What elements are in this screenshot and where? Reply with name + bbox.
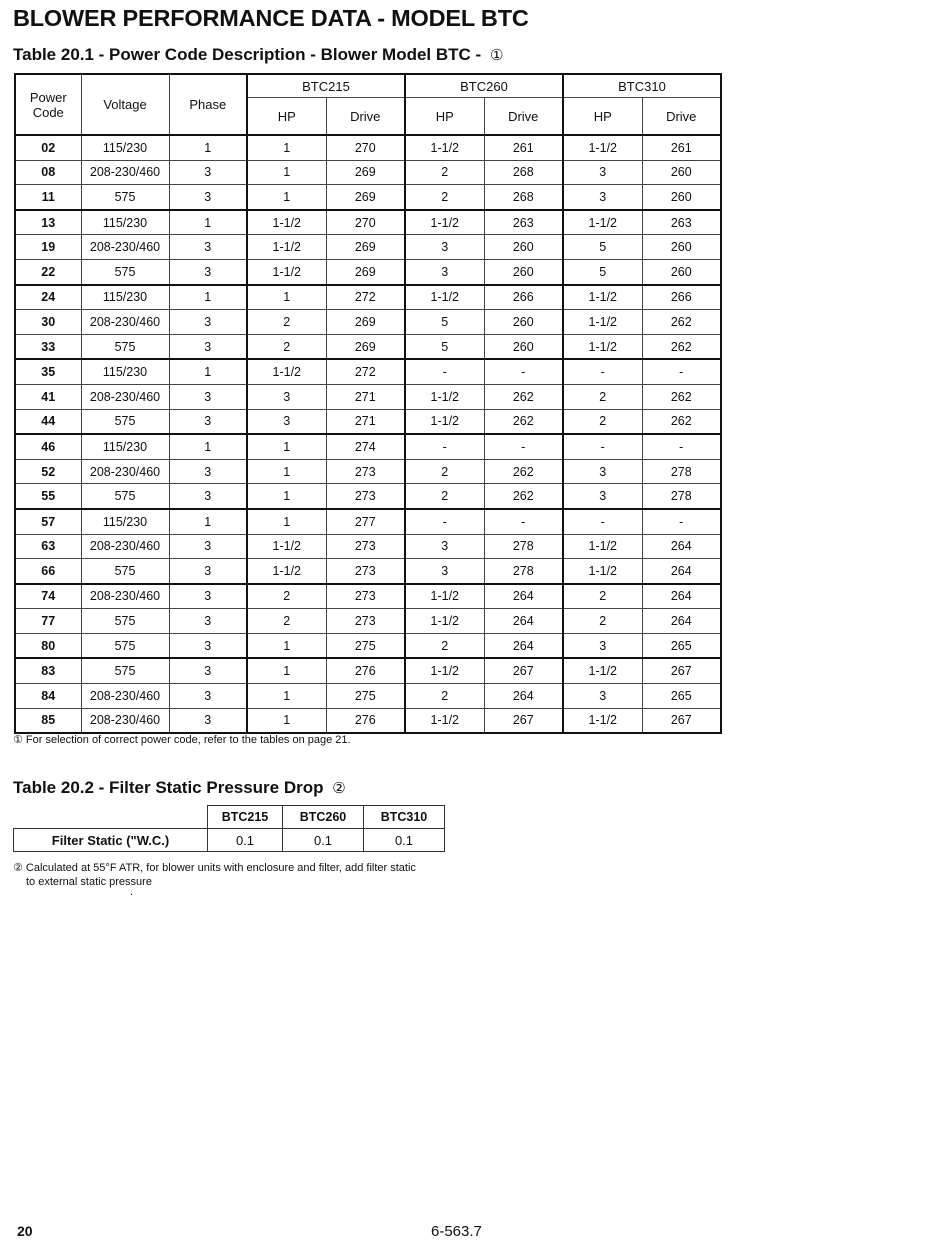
power-code-cell: 83 bbox=[15, 658, 81, 683]
table-cell: 5 bbox=[405, 310, 484, 335]
table-cell: 260 bbox=[484, 259, 563, 284]
table-cell: 264 bbox=[484, 609, 563, 634]
table-cell: - bbox=[563, 434, 642, 459]
power-code-cell: 46 bbox=[15, 434, 81, 459]
table-cell: 262 bbox=[484, 409, 563, 434]
power-code-cell: 74 bbox=[15, 584, 81, 609]
table-cell: - bbox=[642, 359, 721, 384]
table-cell: 273 bbox=[326, 609, 405, 634]
table-cell: 3 bbox=[169, 409, 247, 434]
table-cell: 276 bbox=[326, 708, 405, 733]
table-row bbox=[15, 310, 721, 335]
table-cell: 575 bbox=[81, 185, 169, 210]
table-cell: 264 bbox=[484, 633, 563, 658]
table-cell: 3 bbox=[563, 185, 642, 210]
table-row bbox=[15, 684, 721, 709]
table-row bbox=[15, 160, 721, 185]
header-model-btc310: BTC310 bbox=[563, 74, 721, 98]
table-cell: 260 bbox=[642, 259, 721, 284]
table-cell: 1 bbox=[247, 434, 326, 459]
header-voltage: Voltage bbox=[81, 74, 169, 135]
table-cell: 115/230 bbox=[81, 285, 169, 310]
table-cell: 273 bbox=[326, 459, 405, 484]
table-cell: 262 bbox=[642, 409, 721, 434]
table-cell: 1 bbox=[247, 160, 326, 185]
power-code-cell: 11 bbox=[15, 185, 81, 210]
table-cell: 1-1/2 bbox=[405, 584, 484, 609]
table-cell: - bbox=[405, 509, 484, 534]
table-cell: 1 bbox=[169, 210, 247, 235]
page-number: 20 bbox=[17, 1223, 33, 1239]
table-cell: 1 bbox=[247, 135, 326, 160]
filter-static-label: Filter Static ("W.C.) bbox=[14, 829, 208, 852]
table-cell: 1-1/2 bbox=[405, 609, 484, 634]
table-cell: 2 bbox=[563, 609, 642, 634]
table-cell: 0.1 bbox=[364, 829, 445, 852]
table-row bbox=[15, 334, 721, 359]
table-cell: 3 bbox=[405, 559, 484, 584]
table-cell: - bbox=[563, 509, 642, 534]
table-cell: 3 bbox=[169, 259, 247, 284]
table-cell: 264 bbox=[484, 684, 563, 709]
table-cell: 3 bbox=[169, 310, 247, 335]
stray-dot: . bbox=[130, 886, 134, 898]
table-cell: 1 bbox=[247, 684, 326, 709]
table-cell: 1 bbox=[169, 434, 247, 459]
table-cell: 3 bbox=[169, 584, 247, 609]
power-code-cell: 52 bbox=[15, 459, 81, 484]
table-cell: 208-230/460 bbox=[81, 310, 169, 335]
table-row bbox=[15, 484, 721, 509]
table-cell: 115/230 bbox=[81, 359, 169, 384]
table-row bbox=[15, 534, 721, 559]
table-row bbox=[14, 829, 445, 852]
table-cell: 1-1/2 bbox=[247, 359, 326, 384]
table-cell: 2 bbox=[405, 160, 484, 185]
table-cell: 260 bbox=[642, 185, 721, 210]
header-drive: Drive bbox=[326, 98, 405, 136]
power-code-table bbox=[14, 73, 722, 734]
table-cell: 271 bbox=[326, 384, 405, 409]
table-cell: 3 bbox=[563, 633, 642, 658]
table-cell: 273 bbox=[326, 534, 405, 559]
footnote-mark-2: ② bbox=[332, 780, 346, 797]
table-cell: 278 bbox=[484, 559, 563, 584]
table-row bbox=[15, 609, 721, 634]
table-cell: 5 bbox=[405, 334, 484, 359]
footnote-1: ① For selection of correct power code, refer to the tables on page 21. bbox=[13, 734, 351, 746]
table-cell: 1 bbox=[169, 135, 247, 160]
table-cell: 1-1/2 bbox=[563, 210, 642, 235]
table-cell: 3 bbox=[169, 658, 247, 683]
table-cell: 1-1/2 bbox=[247, 559, 326, 584]
table-cell: 2 bbox=[247, 584, 326, 609]
table-cell: 1 bbox=[247, 185, 326, 210]
table-cell: 1-1/2 bbox=[405, 658, 484, 683]
table-cell: 575 bbox=[81, 334, 169, 359]
table-cell: 575 bbox=[81, 559, 169, 584]
table-cell: 3 bbox=[563, 160, 642, 185]
table-cell: - bbox=[484, 359, 563, 384]
table-cell: - bbox=[484, 509, 563, 534]
table-cell: - bbox=[563, 359, 642, 384]
table-cell: 115/230 bbox=[81, 135, 169, 160]
table-cell: 264 bbox=[642, 559, 721, 584]
table-cell: 208-230/460 bbox=[81, 459, 169, 484]
table-cell: 264 bbox=[642, 584, 721, 609]
table-cell: 264 bbox=[642, 534, 721, 559]
table-cell: 2 bbox=[405, 459, 484, 484]
table-cell: 273 bbox=[326, 484, 405, 509]
table-cell: 265 bbox=[642, 684, 721, 709]
table-cell: 1-1/2 bbox=[405, 708, 484, 733]
table-row bbox=[15, 235, 721, 260]
table-cell: 1-1/2 bbox=[405, 285, 484, 310]
power-code-cell: 33 bbox=[15, 334, 81, 359]
power-code-cell: 19 bbox=[15, 235, 81, 260]
table-cell: 3 bbox=[169, 160, 247, 185]
table-cell: 1-1/2 bbox=[247, 210, 326, 235]
table-cell: 208-230/460 bbox=[81, 708, 169, 733]
table-cell: 269 bbox=[326, 160, 405, 185]
table-cell: 275 bbox=[326, 684, 405, 709]
table-cell: 3 bbox=[169, 684, 247, 709]
header-hp: HP bbox=[247, 98, 326, 136]
table-cell: 1-1/2 bbox=[247, 534, 326, 559]
table-cell: 262 bbox=[642, 310, 721, 335]
table-cell: 575 bbox=[81, 259, 169, 284]
table-cell: 269 bbox=[326, 334, 405, 359]
table-cell: 1-1/2 bbox=[563, 135, 642, 160]
table-cell: 1-1/2 bbox=[563, 310, 642, 335]
table-cell: 2 bbox=[247, 310, 326, 335]
power-code-cell: 66 bbox=[15, 559, 81, 584]
document-number: 6-563.7 bbox=[431, 1223, 482, 1240]
power-code-cell: 13 bbox=[15, 210, 81, 235]
power-code-cell: 30 bbox=[15, 310, 81, 335]
table-cell: 208-230/460 bbox=[81, 384, 169, 409]
table-row bbox=[15, 259, 721, 284]
table-cell: 264 bbox=[484, 584, 563, 609]
table-cell: 2 bbox=[405, 484, 484, 509]
table-cell: 260 bbox=[642, 235, 721, 260]
table-cell: - bbox=[484, 434, 563, 459]
table-cell: 275 bbox=[326, 633, 405, 658]
header-power-code: Power Code bbox=[15, 74, 81, 135]
table-row bbox=[15, 185, 721, 210]
table-row bbox=[15, 409, 721, 434]
table-cell: 0.1 bbox=[208, 829, 283, 852]
table-cell: 272 bbox=[326, 285, 405, 310]
table-cell: 3 bbox=[169, 384, 247, 409]
power-code-cell: 41 bbox=[15, 384, 81, 409]
footnote-2-line-2: to external static pressure bbox=[26, 876, 152, 888]
table-cell: 1 bbox=[169, 359, 247, 384]
table-cell: 208-230/460 bbox=[81, 584, 169, 609]
table-cell: - bbox=[405, 359, 484, 384]
table-cell: 1-1/2 bbox=[405, 409, 484, 434]
header-model-btc260: BTC260 bbox=[283, 806, 364, 829]
power-code-cell: 02 bbox=[15, 135, 81, 160]
power-code-cell: 08 bbox=[15, 160, 81, 185]
table-cell: 1 bbox=[247, 285, 326, 310]
footnote-mark-1: ① bbox=[489, 47, 504, 64]
table-row bbox=[15, 633, 721, 658]
table-cell: 262 bbox=[484, 459, 563, 484]
table-cell: 1 bbox=[169, 509, 247, 534]
table-cell: 3 bbox=[169, 534, 247, 559]
footnote-2-line-1: ② Calculated at 55°F ATR, for blower units with enclosure and filter, add filter static bbox=[13, 862, 416, 874]
power-code-cell: 35 bbox=[15, 359, 81, 384]
header-drive: Drive bbox=[642, 98, 721, 136]
table-cell: 115/230 bbox=[81, 434, 169, 459]
table-cell: 1-1/2 bbox=[405, 210, 484, 235]
table-row bbox=[15, 135, 721, 160]
table-cell: 268 bbox=[484, 185, 563, 210]
table-cell: 2 bbox=[247, 609, 326, 634]
header-hp: HP bbox=[405, 98, 484, 136]
table-cell: 1-1/2 bbox=[563, 708, 642, 733]
table-row bbox=[15, 459, 721, 484]
table-row bbox=[15, 708, 721, 733]
table-cell: 5 bbox=[563, 259, 642, 284]
power-code-table-body bbox=[15, 135, 721, 733]
power-code-cell: 80 bbox=[15, 633, 81, 658]
table-cell: 2 bbox=[563, 584, 642, 609]
table-cell: 208-230/460 bbox=[81, 684, 169, 709]
table-row bbox=[15, 434, 721, 459]
table-cell: 3 bbox=[563, 459, 642, 484]
table-cell: 3 bbox=[405, 259, 484, 284]
table-cell: 3 bbox=[247, 409, 326, 434]
table-cell: 276 bbox=[326, 658, 405, 683]
table-cell: 3 bbox=[169, 559, 247, 584]
table-cell: 274 bbox=[326, 434, 405, 459]
table-cell: 1-1/2 bbox=[563, 285, 642, 310]
table-cell: 1-1/2 bbox=[405, 135, 484, 160]
power-code-table-header bbox=[15, 74, 721, 135]
power-code-cell: 22 bbox=[15, 259, 81, 284]
table-cell: 277 bbox=[326, 509, 405, 534]
table-cell: 260 bbox=[484, 235, 563, 260]
table-cell: 3 bbox=[169, 633, 247, 658]
table-cell: 265 bbox=[642, 633, 721, 658]
table-cell: 575 bbox=[81, 633, 169, 658]
header-drive: Drive bbox=[484, 98, 563, 136]
power-code-cell: 85 bbox=[15, 708, 81, 733]
table-20-2-caption bbox=[13, 778, 346, 798]
table-20-2-caption-text: Table 20.2 - Filter Static Pressure Drop bbox=[13, 778, 324, 797]
power-code-cell: 24 bbox=[15, 285, 81, 310]
table-cell: 273 bbox=[326, 559, 405, 584]
table-cell: 262 bbox=[642, 334, 721, 359]
header-phase: Phase bbox=[169, 74, 247, 135]
table-cell: 208-230/460 bbox=[81, 534, 169, 559]
table-cell: 267 bbox=[484, 708, 563, 733]
table-cell: - bbox=[642, 509, 721, 534]
table-cell: 3 bbox=[169, 334, 247, 359]
table-cell: 3 bbox=[563, 684, 642, 709]
table-row bbox=[15, 509, 721, 534]
table-cell: 575 bbox=[81, 484, 169, 509]
table-cell: 267 bbox=[642, 708, 721, 733]
table-cell: 1 bbox=[247, 484, 326, 509]
table-row bbox=[15, 359, 721, 384]
table-cell: 260 bbox=[642, 160, 721, 185]
table-cell: 269 bbox=[326, 310, 405, 335]
table-cell: 263 bbox=[484, 210, 563, 235]
table-cell: 115/230 bbox=[81, 509, 169, 534]
table-row bbox=[15, 285, 721, 310]
table-cell: 1 bbox=[247, 633, 326, 658]
table-cell: 270 bbox=[326, 210, 405, 235]
table-cell: 264 bbox=[642, 609, 721, 634]
table-cell: 1 bbox=[247, 708, 326, 733]
power-code-cell: 63 bbox=[15, 534, 81, 559]
table-cell: 262 bbox=[642, 384, 721, 409]
table-cell: 1-1/2 bbox=[563, 334, 642, 359]
header-hp: HP bbox=[563, 98, 642, 136]
page-title: BLOWER PERFORMANCE DATA - MODEL BTC bbox=[13, 5, 529, 31]
power-code-cell: 55 bbox=[15, 484, 81, 509]
table-20-1-caption-text: Table 20.1 - Power Code Description - Blower Model BTC - bbox=[13, 45, 482, 64]
table-cell: 1 bbox=[169, 285, 247, 310]
table-cell: 260 bbox=[484, 310, 563, 335]
table-cell: 5 bbox=[563, 235, 642, 260]
table-cell: - bbox=[405, 434, 484, 459]
table-cell: 1-1/2 bbox=[563, 658, 642, 683]
table-cell: 269 bbox=[326, 185, 405, 210]
footnote-2 bbox=[13, 861, 453, 889]
table-cell: 3 bbox=[169, 459, 247, 484]
table-row bbox=[15, 584, 721, 609]
table-cell: 208-230/460 bbox=[81, 160, 169, 185]
table-cell: - bbox=[642, 434, 721, 459]
table-cell: 269 bbox=[326, 235, 405, 260]
table-cell: 266 bbox=[484, 285, 563, 310]
table-cell: 278 bbox=[484, 534, 563, 559]
table-cell: 1 bbox=[247, 509, 326, 534]
table-row bbox=[15, 384, 721, 409]
table-cell: 1-1/2 bbox=[247, 235, 326, 260]
table-cell: 3 bbox=[247, 384, 326, 409]
power-code-cell: 57 bbox=[15, 509, 81, 534]
header-model-btc310: BTC310 bbox=[364, 806, 445, 829]
table-cell: 3 bbox=[169, 609, 247, 634]
table-cell: 262 bbox=[484, 384, 563, 409]
table-cell: 270 bbox=[326, 135, 405, 160]
table-cell: 575 bbox=[81, 658, 169, 683]
table-row bbox=[15, 658, 721, 683]
table-cell: 3 bbox=[169, 185, 247, 210]
header-model-btc215: BTC215 bbox=[247, 74, 405, 98]
table-cell: 208-230/460 bbox=[81, 235, 169, 260]
power-code-cell: 84 bbox=[15, 684, 81, 709]
table-cell: 3 bbox=[169, 708, 247, 733]
table-cell: 575 bbox=[81, 609, 169, 634]
table-cell: 273 bbox=[326, 584, 405, 609]
filter-static-table bbox=[13, 805, 445, 852]
header-blank-cell bbox=[14, 806, 208, 829]
table-cell: 2 bbox=[563, 384, 642, 409]
table-cell: 271 bbox=[326, 409, 405, 434]
table-cell: 272 bbox=[326, 359, 405, 384]
table-cell: 1-1/2 bbox=[247, 259, 326, 284]
table-cell: 2 bbox=[405, 185, 484, 210]
table-cell: 1 bbox=[247, 658, 326, 683]
table-cell: 278 bbox=[642, 459, 721, 484]
table-cell: 1-1/2 bbox=[563, 534, 642, 559]
header-model-btc215: BTC215 bbox=[208, 806, 283, 829]
header-model-btc260: BTC260 bbox=[405, 74, 563, 98]
table-cell: 2 bbox=[405, 633, 484, 658]
table-cell: 2 bbox=[405, 684, 484, 709]
table-cell: 115/230 bbox=[81, 210, 169, 235]
table-cell: 261 bbox=[642, 135, 721, 160]
table-cell: 3 bbox=[405, 235, 484, 260]
table-cell: 575 bbox=[81, 409, 169, 434]
table-cell: 2 bbox=[563, 409, 642, 434]
power-code-cell: 77 bbox=[15, 609, 81, 634]
table-row bbox=[15, 210, 721, 235]
table-cell: 1 bbox=[247, 459, 326, 484]
table-cell: 261 bbox=[484, 135, 563, 160]
table-cell: 278 bbox=[642, 484, 721, 509]
table-cell: 2 bbox=[247, 334, 326, 359]
table-cell: 262 bbox=[484, 484, 563, 509]
table-cell: 263 bbox=[642, 210, 721, 235]
power-code-cell: 44 bbox=[15, 409, 81, 434]
table-cell: 269 bbox=[326, 259, 405, 284]
table-row bbox=[15, 559, 721, 584]
table-cell: 268 bbox=[484, 160, 563, 185]
table-cell: 3 bbox=[405, 534, 484, 559]
table-cell: 3 bbox=[563, 484, 642, 509]
table-cell: 1-1/2 bbox=[405, 384, 484, 409]
table-cell: 3 bbox=[169, 484, 247, 509]
table-cell: 267 bbox=[642, 658, 721, 683]
table-cell: 266 bbox=[642, 285, 721, 310]
table-cell: 1-1/2 bbox=[563, 559, 642, 584]
table-cell: 260 bbox=[484, 334, 563, 359]
table-20-1-caption bbox=[13, 45, 503, 65]
table-cell: 3 bbox=[169, 235, 247, 260]
table-cell: 0.1 bbox=[283, 829, 364, 852]
table-cell: 267 bbox=[484, 658, 563, 683]
